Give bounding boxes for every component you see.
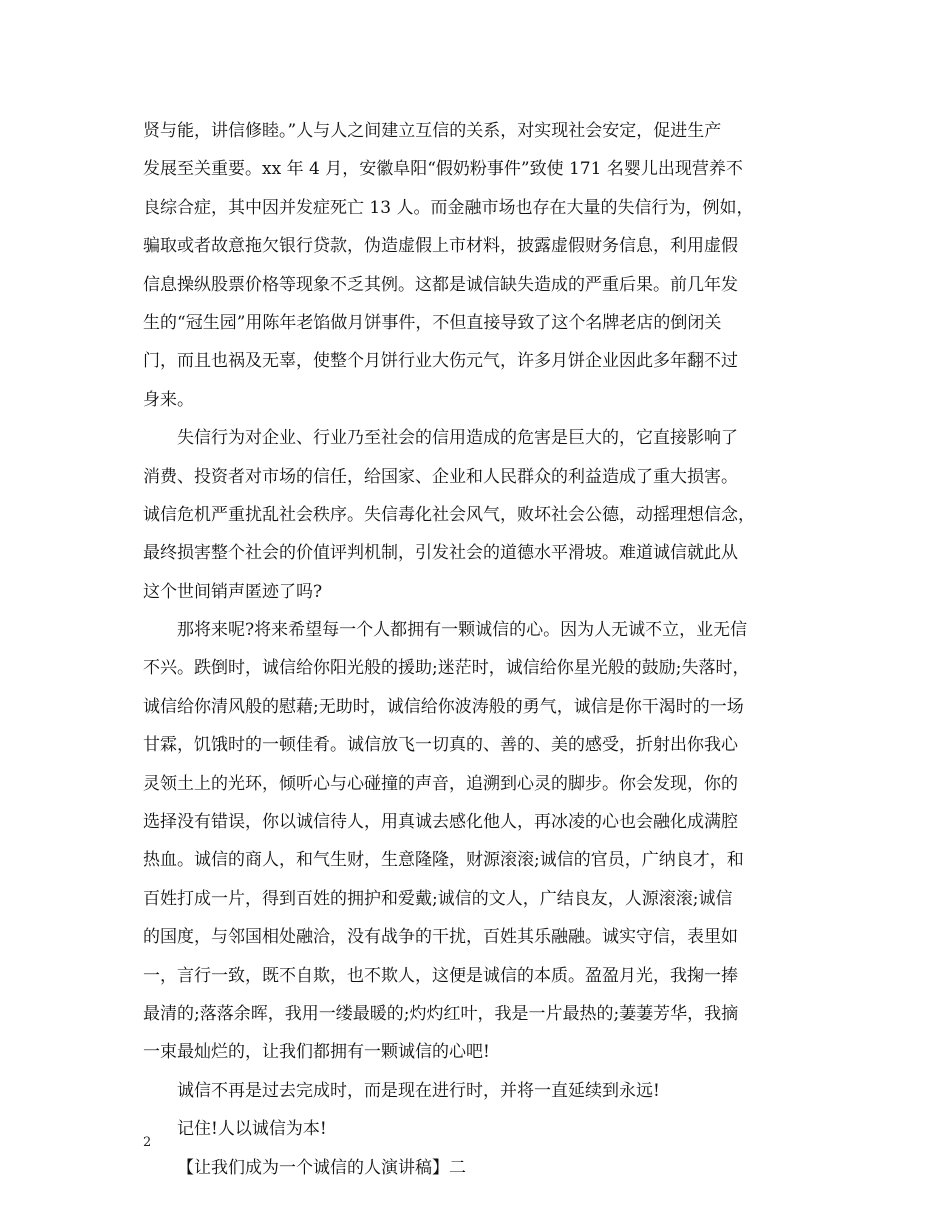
- text-line: 发展至关重要。xx 年 4 月，安徽阜阳“假奶粉事件”致使 171 名婴儿出现营养不: [143, 159, 743, 180]
- text-line: 诚信危机严重扰乱社会秩序。失信毒化社会风气，败坏社会公德，动摇理想信念，: [143, 504, 755, 525]
- text-line: 灵领土上的光环，倾听心与心碰撞的声音，追溯到心灵的脚步。你会发现，你的: [143, 773, 738, 794]
- text-line: 的国度，与邻国相处融洽，没有战争的干扰，百姓其乐融融。诚实守信，表里如: [143, 927, 738, 948]
- text-line: 选择没有错误，你以诚信待人，用真诚去感化他人，再冰凌的心也会融化成满腔: [143, 812, 738, 833]
- paragraph-first-line: 那将来呢?将来希望每一个人都拥有一颗诚信的心。因为人无诚不立，业无信: [177, 620, 748, 641]
- text-line: 最清的;落落余晖，我用一缕最暖的;灼灼红叶，我是一片最热的;萋萋芳华，我摘: [143, 1003, 739, 1024]
- text-line: 甘霖，饥饿时的一顿佳肴。诚信放飞一切真的、善的、美的感受，折射出你我心: [143, 735, 738, 756]
- text-line: 身来。: [143, 389, 194, 410]
- text-line: 热血。诚信的商人，和气生财，生意隆隆，财源滚滚;诚信的官员，广纳良才，和: [143, 850, 744, 871]
- text-line: 一束最灿烂的，让我们都拥有一颗诚信的心吧!: [143, 1042, 490, 1063]
- paragraph-first-line: 失信行为对企业、行业乃至社会的信用造成的危害是巨大的，它直接影响了: [177, 428, 738, 449]
- text-line: 信息操纵股票价格等现象不乏其例。这都是诚信缺失造成的严重后果。前几年发: [143, 274, 738, 295]
- text-line: 消费、投资者对市场的信任，给国家、企业和人民群众的利益造成了重大损害。: [143, 466, 738, 487]
- page-number: 2: [143, 1135, 152, 1150]
- paragraph-first-line: 记住!人以诚信为本!: [177, 1119, 327, 1140]
- document-body: [143, 112, 821, 1187]
- paragraph-first-line: 诚信不再是过去完成时，而是现在进行时，并将一直延续到永远!: [177, 1080, 660, 1101]
- text-line: 这个世间销声匿迹了吗?: [143, 581, 323, 602]
- text-line: 良综合症，其中因并发症死亡 13 人。而金融市场也存在大量的失信行为，例如，: [143, 197, 754, 218]
- text-line: 百姓打成一片，得到百姓的拥护和爱戴;诚信的文人，广结良友，人源滚滚;诚信: [143, 888, 733, 909]
- text-line: 最终损害整个社会的价值评判机制，引发社会的道德水平滑坡。难道诚信就此从: [143, 543, 738, 564]
- text-line: 一，言行一致，既不自欺，也不欺人，这便是诚信的本质。盈盈月光，我掬一捧: [143, 965, 738, 986]
- text-line: 生的“冠生园”用陈年老馅做月饼事件，不但直接导致了这个名牌老店的倒闭关: [143, 312, 722, 333]
- text-line: 门，而且也祸及无辜，使整个月饼行业大伤元气，许多月饼企业因此多年翻不过: [143, 351, 738, 372]
- text-line: 不兴。跌倒时，诚信给你阳光般的援助;迷茫时，诚信给你星光般的鼓励;失落时，: [143, 658, 750, 679]
- text-line: 诚信给你清风般的慰藉;无助时，诚信给你波涛般的勇气，诚信是你干渴时的一场: [143, 696, 744, 717]
- text-line: 贤与能，讲信修睦。”人与人之间建立互信的关系，对实现社会安定，促进生产: [143, 121, 722, 141]
- paragraph-first-line: 【让我们成为一个诚信的人演讲稿】二: [177, 1157, 466, 1178]
- text-line: 骗取或者故意拖欠银行贷款，伪造虚假上市材料，披露虚假财务信息，利用虚假: [143, 236, 738, 257]
